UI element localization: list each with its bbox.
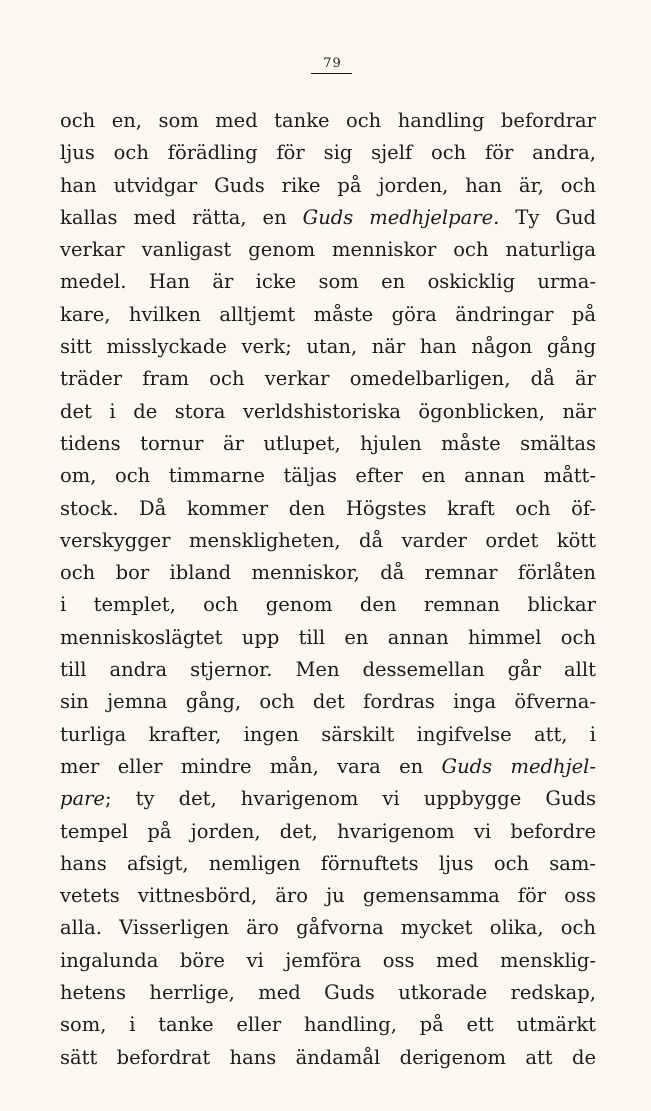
text-line: [60, 557, 596, 589]
text-line: [60, 654, 596, 686]
text-segment: han utvidgar Guds rike på jorden, han är, och: [60, 173, 596, 197]
italic-text: pare: [60, 787, 105, 811]
italic-text: Guds medhjel-: [441, 754, 596, 778]
text-line: [60, 396, 596, 428]
text-segment: som, i tanke eller handling, på ett utmärkt: [60, 1013, 596, 1037]
text-segment: sin jemna gång, och det fordras inga öfverna-: [60, 690, 596, 714]
text-line: [60, 493, 596, 525]
text-segment: alla. Visserligen äro gåfvorna mycket olika, och: [60, 916, 596, 940]
text-line: [60, 266, 596, 298]
text-line: [60, 686, 596, 718]
text-line: [60, 589, 596, 621]
text-line: [60, 945, 596, 977]
text-line: [60, 977, 596, 1009]
text-line: [60, 751, 596, 783]
text-segment: sitt misslyckade verk; utan, när han någon gång: [60, 335, 596, 359]
text-line: [60, 234, 596, 266]
page-number: [0, 56, 651, 74]
text-line: [60, 363, 596, 395]
text-line: [60, 299, 596, 331]
text-segment: mer eller mindre mån, vara en: [60, 754, 442, 778]
body-text: [60, 105, 596, 1074]
text-segment: turliga krafter, ingen särskilt ingifvelse att, i: [60, 722, 596, 746]
text-line: [60, 719, 596, 751]
text-segment: Ty Gud: [499, 205, 596, 229]
text-segment: menniskoslägtet upp till en annan himmel och: [60, 625, 596, 649]
text-segment: och bor ibland menniskor, då remnar förlåten: [60, 561, 596, 585]
text-segment: tidens tornur är utlupet, hjulen måste smältas: [60, 431, 596, 455]
text-segment: kare, hvilken alltjemt måste göra ändringar på: [60, 302, 596, 326]
page-number-text: 79: [311, 56, 352, 74]
text-segment: och en, som med tanke och handling befordrar: [60, 109, 596, 132]
text-line: [60, 912, 596, 944]
text-line: [60, 460, 596, 492]
text-segment: ljus och förädling för sig sjelf och för andra,: [60, 141, 596, 165]
text-line: [60, 783, 596, 815]
text-line: [60, 105, 596, 137]
text-segment: om, och timmarne täljas efter en annan mått-: [60, 464, 596, 488]
text-line: [60, 880, 596, 912]
text-segment: tempel på jorden, det, hvarigenom vi befordre: [60, 819, 596, 843]
text-segment: sätt befordrat hans ändamål derigenom att de: [60, 1045, 596, 1069]
text-line: [60, 848, 596, 880]
text-segment: kallas med rätta, en: [60, 205, 303, 229]
text-segment: träder fram och verkar omedelbarligen, då är: [60, 367, 596, 391]
text-line: [60, 525, 596, 557]
text-line: [60, 170, 596, 202]
text-line: [60, 816, 596, 848]
text-segment: hetens herrlige, med Guds utkorade redskap,: [60, 981, 596, 1005]
text-segment: verskygger menskligheten, då varder ordet kött: [60, 528, 596, 552]
text-segment: ingalunda böre vi jemföra oss med mensklig-: [60, 948, 596, 972]
text-segment: vetets vittnesbörd, äro ju gemensamma för oss: [60, 884, 596, 908]
text-segment: ; ty det, hvarigenom vi uppbygge Guds: [104, 787, 596, 811]
text-segment: stock. Då kommer den Högstes kraft och öf-: [60, 496, 596, 520]
text-segment: i templet, och genom den remnan blickar: [60, 593, 596, 617]
text-segment: hans afsigt, nemligen förnuftets ljus och sam-: [60, 851, 596, 875]
text-segment: verkar vanligast genom menniskor och naturliga: [60, 238, 596, 262]
text-line: [60, 1009, 596, 1041]
text-line: [60, 428, 596, 460]
text-line: [60, 1042, 596, 1074]
text-line: [60, 331, 596, 363]
text-segment: till andra stjernor. Men dessemellan går allt: [60, 658, 596, 682]
text-segment: medel. Han är icke som en oskicklig urma-: [60, 270, 596, 294]
text-line: [60, 202, 596, 234]
text-line: [60, 622, 596, 654]
text-line: [60, 137, 596, 169]
text-segment: det i de stora verldshistoriska ögonblicken, när: [60, 399, 596, 423]
italic-text: Guds medhjelpare.: [302, 205, 500, 229]
